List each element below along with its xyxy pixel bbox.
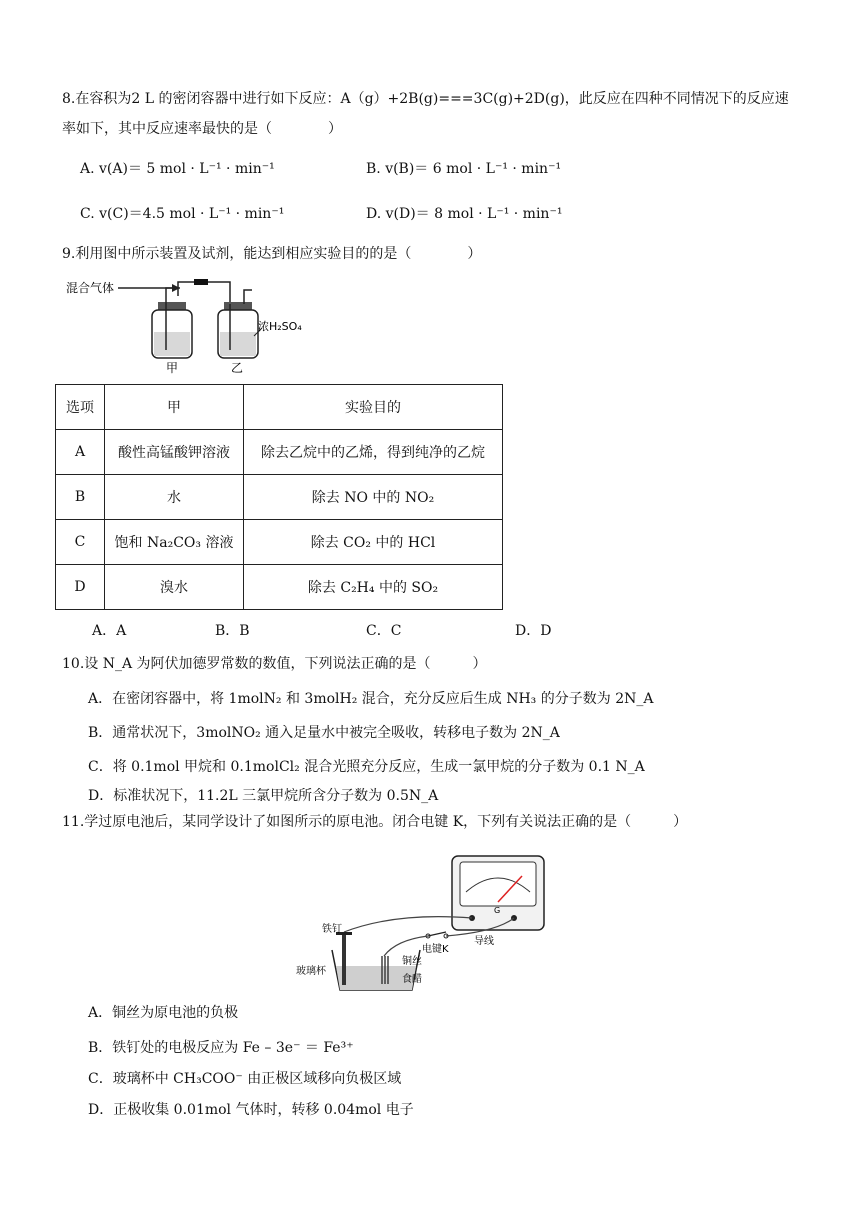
header-jia: 甲 [105,385,244,430]
q9-options-table [55,384,503,610]
table-row [56,475,503,520]
table-header-row [56,385,503,430]
table-cell: 溴水 [105,565,244,610]
q9-answer-c: C．C [366,623,402,639]
conc-sulfuric-acid-label: 浓H₂SO₄ [258,320,302,333]
q8-stem-line2: 率如下，其中反应速率最快的是（ ） [62,121,342,137]
table-cell: 除去乙烷中的乙烯，得到纯净的乙烷 [244,430,503,475]
bottle-jia-liquid [154,332,190,356]
table-row [56,565,503,610]
vinegar-label: 食醋 [402,974,422,985]
table-cell: 除去 NO 中的 NO₂ [244,475,503,520]
switch-k [428,932,446,936]
bottle-jia-stopper [158,302,186,310]
q11-stem: 11.学过原电池后，某同学设计了如图所示的原电池。闭合电键 K，下列有关说法正确的是（ ） [62,814,688,830]
q10-stem: 10.设 N_A 为阿伏加德罗常数的数值，下列说法正确的是（ ） [62,656,487,672]
q8-option-c: C. v(C)＝4.5 mol · L⁻¹ · min⁻¹ [80,206,285,222]
iron-nail-label: 铁钉 [322,924,342,935]
q8-option-a: A. v(A)＝ 5 mol · L⁻¹ · min⁻¹ [80,161,275,177]
table-cell: 饱和 Na₂CO₃ 溶液 [105,520,244,565]
bottle-yi-label: 乙 [231,361,244,375]
header-purpose: 实验目的 [244,385,503,430]
q11-option-d: D．正极收集 0.01mol 气体时，转移 0.04mol 电子 [88,1102,414,1118]
q10-option-a: A．在密闭容器中，将 1molN₂ 和 3molH₂ 混合，充分反应后生成 NH₃ 的分子数为 2N_A [88,691,654,707]
bottle-yi-stopper [224,302,252,310]
mixed-gas-label: 混合气体 [66,281,115,295]
table-row [56,430,503,475]
header-option: 选项 [56,385,105,430]
q10-option-d: D．标准状况下，11.2L 三氯甲烷所含分子数为 0.5N_A [88,788,439,804]
iron-nail [342,935,346,985]
table-cell: A [56,430,105,475]
switch-label: 电键K [422,944,449,955]
table-cell: B [56,475,105,520]
q10-option-b: B．通常状况下，3molNO₂ 通入足量水中被完全吸收，转移电子数为 2N_A [88,725,560,741]
copper-wire-label: 铜丝 [402,956,422,967]
table-row [56,520,503,565]
bottle-yi-liquid [220,332,256,356]
glass-cup-label: 玻璃杯 [296,966,326,977]
bottle-jia-label: 甲 [166,361,179,375]
wire-label: 导线 [474,936,494,947]
q9-stem: 9.利用图中所示装置及试剂，能达到相应实验目的的是（ ） [62,246,482,262]
q11-option-b: B．铁钉处的电极反应为 Fe – 3e⁻ ＝ Fe³⁺ [88,1040,354,1056]
table-cell: 除去 C₂H₄ 中的 SO₂ [244,565,503,610]
galvanometer-symbol: G [494,906,501,915]
q8-option-b: B. v(B)＝ 6 mol · L⁻¹ · min⁻¹ [366,161,562,177]
table-cell: 酸性高锰酸钾溶液 [105,430,244,475]
q11-option-c: C．玻璃杯中 CH₃COO⁻ 由正极区域移向负极区域 [88,1071,402,1087]
table-cell: 除去 CO₂ 中的 HCl [244,520,503,565]
q9-answer-a: A．A [92,623,127,639]
q9-answer-b: B．B [215,623,250,639]
table-cell: D [56,565,105,610]
galvanic-cell-figure [296,852,556,1002]
table-cell: C [56,520,105,565]
q11-option-a: A．铜丝为原电池的负极 [88,1005,239,1021]
galvanometer-dial [460,862,536,906]
q8-stem-line1: 8.在容积为2 L 的密闭容器中进行如下反应：A（g）+2B(g)===3C(g)+2D(g)，此反应在四种不同情况下的反应速 [62,91,789,107]
gas-washing-apparatus-figure [66,276,326,376]
rubber-connector [194,279,208,285]
q8-option-d: D. v(D)＝ 8 mol · L⁻¹ · min⁻¹ [366,206,563,222]
q10-option-c: C．将 0.1mol 甲烷和 0.1molCl₂ 混合光照充分反应，生成一氯甲烷的分子数为 0.1 N_A [88,759,645,775]
table-cell: 水 [105,475,244,520]
q9-answer-d: D．D [515,623,552,639]
